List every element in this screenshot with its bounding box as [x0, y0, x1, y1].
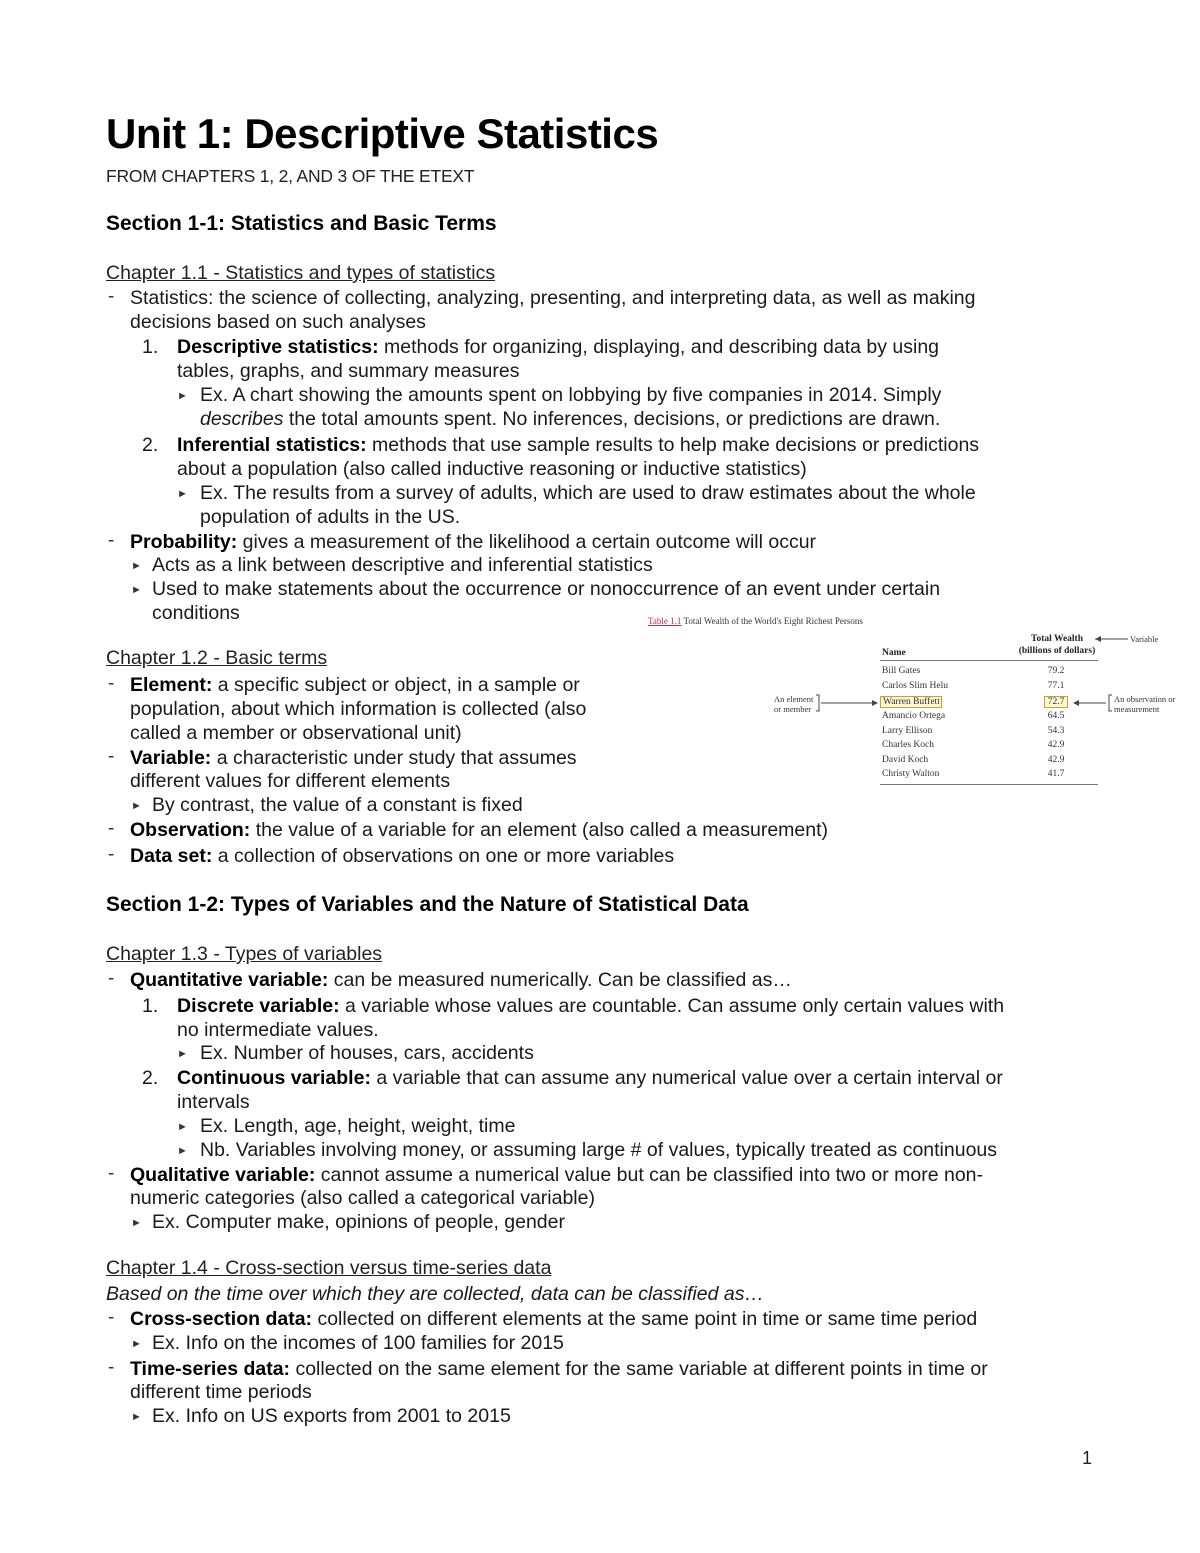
arrow-marker: ► — [177, 1145, 188, 1157]
descriptive-statistics-definition-cont: tables, graphs, and summary measures — [177, 360, 520, 382]
probability-bullet-1: Acts as a link between descriptive and inferential statistics — [152, 554, 653, 576]
descriptive-example-cont: describes the total amounts spent. No inferences, decisions, or predictions are drawn. — [200, 408, 941, 430]
chapter-1-4-intro: Based on the time over which they are collected, data can be classified as… — [106, 1283, 764, 1305]
dash-marker: - — [108, 1163, 115, 1184]
chapter-1-2-title: Chapter 1.2 - Basic terms — [106, 647, 328, 669]
table-row-value-highlight: 72.7 — [1044, 696, 1068, 708]
arrow-marker: ► — [131, 800, 142, 812]
observation-note-cont: measurement — [1114, 704, 1160, 714]
table-row-value: 41.7 — [1047, 769, 1065, 779]
chapter-1-4-title: Chapter 1.4 - Cross-section versus time-series data — [106, 1257, 552, 1279]
probability-bullet-2-cont: conditions — [152, 602, 240, 624]
arrow-marker: ► — [131, 584, 142, 596]
dash-marker: - — [108, 968, 115, 989]
element-note: An element — [774, 694, 814, 704]
arrow-marker: ► — [131, 1411, 142, 1423]
variable-bullet: By contrast, the value of a constant is fixed — [152, 794, 523, 816]
element-definition-cont: called a member or observational unit) — [130, 722, 462, 744]
list-number: 2. — [142, 1067, 159, 1089]
inferential-example: Ex. The results from a survey of adults, which are used to draw estimates about the whole — [200, 482, 976, 504]
dash-marker: - — [108, 1307, 115, 1328]
time-series-example: Ex. Info on US exports from 2001 to 2015 — [152, 1405, 511, 1427]
cross-section-example: Ex. Info on the incomes of 100 families for 2015 — [152, 1332, 564, 1354]
element-definition: Element: a specific subject or object, in a sample or — [130, 674, 580, 696]
variable-note: Variable — [1130, 634, 1159, 644]
observation-note: An observation or — [1114, 694, 1176, 704]
element-note-cont: or member — [774, 704, 812, 714]
table-row-value: 64.5 — [1047, 711, 1065, 721]
list-number: 1. — [142, 995, 159, 1017]
table-row-value: 42.9 — [1047, 740, 1065, 750]
table-row-value: 54.3 — [1047, 726, 1065, 736]
qualitative-variable-definition: Qualitative variable: cannot assume a numerical value but can be classified into two or more non- — [130, 1164, 984, 1186]
discrete-example: Ex. Number of houses, cars, accidents — [200, 1042, 534, 1064]
inferential-statistics-definition-cont: about a population (also called inductive reasoning or inductive statistics) — [177, 458, 807, 480]
list-number: 1. — [142, 336, 159, 358]
table-row-name: Charles Koch — [882, 740, 934, 750]
inferential-example-cont: population of adults in the US. — [200, 506, 461, 528]
arrow-marker: ► — [177, 1121, 188, 1133]
discrete-variable-definition-cont: no intermediate values. — [177, 1019, 379, 1041]
inferential-statistics-definition: Inferential statistics: methods that use sample results to help make decisions or predictions — [177, 434, 980, 456]
figure-caption: Table 1.1 Total Wealth of the World's Eight Richest Persons — [648, 616, 863, 626]
continuous-example-1: Ex. Length, age, height, weight, time — [200, 1115, 516, 1137]
arrow-marker: ► — [131, 560, 142, 572]
table-row-value: 42.9 — [1047, 755, 1065, 765]
page-number: 1 — [1082, 1448, 1093, 1468]
table-row-name: Christy Walton — [882, 769, 940, 779]
column-header-name: Name — [882, 648, 906, 658]
data-set-definition: Data set: a collection of observations on one or more variables — [130, 845, 675, 867]
descriptive-statistics-definition: Descriptive statistics: methods for organizing, displaying, and describing data by using — [177, 336, 940, 358]
table-row-value: 79.2 — [1047, 666, 1065, 676]
continuous-variable-definition: Continuous variable: a variable that can assume any numerical value over a certain interval or — [177, 1067, 1003, 1089]
dash-marker: - — [108, 530, 115, 551]
table-row-name: Bill Gates — [882, 666, 921, 676]
section-heading-1-2: Section 1-2: Types of Variables and the Nature of Statistical Data — [106, 893, 749, 916]
qualitative-example: Ex. Computer make, opinions of people, gender — [152, 1211, 565, 1233]
dash-marker: - — [108, 1357, 115, 1378]
table-row-name: David Koch — [882, 755, 929, 765]
continuous-variable-definition-cont: intervals — [177, 1091, 250, 1113]
qualitative-variable-definition-cont: numeric categories (also called a categorical variable) — [130, 1187, 595, 1209]
statistics-definition-cont: decisions based on such analyses — [130, 311, 426, 333]
table-rule — [880, 660, 1098, 661]
table-row-name: Carlos Slim Helu — [882, 681, 948, 691]
dash-marker: - — [108, 818, 115, 839]
dash-marker: - — [108, 286, 115, 307]
probability-definition: Probability: gives a measurement of the likelihood a certain outcome will occur — [130, 531, 817, 553]
chapter-1-1-title: Chapter 1.1 - Statistics and types of statistics — [106, 262, 496, 284]
quantitative-variable-definition: Quantitative variable: can be measured numerically. Can be classified as… — [130, 969, 792, 991]
time-series-data-definition: Time-series data: collected on the same element for the same variable at different points in time or — [130, 1358, 988, 1380]
discrete-variable-definition: Discrete variable: a variable whose values are countable. Can assume only certain values with — [177, 995, 1005, 1017]
element-definition-cont: population, about which information is collected (also — [130, 698, 587, 720]
statistics-definition: Statistics: the science of collecting, analyzing, presenting, and interpreting data, as well as making — [130, 287, 976, 309]
column-header-wealth: Total Wealth — [1031, 634, 1083, 644]
table-row-value: 77.1 — [1047, 681, 1065, 691]
arrow-marker: ► — [177, 488, 188, 500]
list-number: 2. — [142, 434, 159, 456]
wealth-table-figure — [640, 612, 1180, 792]
table-row-name: Amancio Ortega — [882, 711, 946, 721]
table-rule — [880, 784, 1098, 785]
variable-definition: Variable: a characteristic under study that assumes — [130, 747, 577, 769]
section-heading-1-1: Section 1-1: Statistics and Basic Terms — [106, 212, 497, 235]
dash-marker: - — [108, 844, 115, 865]
page-subtitle: FROM CHAPTERS 1, 2, AND 3 OF THE ETEXT — [106, 166, 475, 186]
table-row-name: Larry Ellison — [882, 726, 933, 736]
variable-definition-cont: different values for different elements — [130, 770, 451, 792]
probability-bullet-2: Used to make statements about the occurrence or nonoccurrence of an event under certain — [152, 578, 941, 600]
dash-marker: - — [108, 673, 115, 694]
table-row-name-highlight: Warren Buffett — [880, 696, 942, 708]
continuous-example-2: Nb. Variables involving money, or assuming large # of values, typically treated as continuous — [200, 1139, 998, 1161]
cross-section-data-definition: Cross-section data: collected on different elements at the same point in time or same time period — [130, 1308, 978, 1330]
arrow-marker: ► — [131, 1217, 142, 1229]
chapter-1-3-title: Chapter 1.3 - Types of variables — [106, 943, 383, 965]
arrow-marker: ► — [177, 1048, 188, 1060]
descriptive-example: Ex. A chart showing the amounts spent on lobbying by five companies in 2014. Simply — [200, 384, 942, 406]
arrow-marker: ► — [177, 390, 188, 402]
time-series-data-definition-cont: different time periods — [130, 1381, 312, 1403]
arrow-marker: ► — [131, 1338, 142, 1350]
dash-marker: - — [108, 746, 115, 767]
observation-definition: Observation: the value of a variable for an element (also called a measurement) — [130, 819, 829, 841]
column-header-wealth-units: (billions of dollars) — [1018, 646, 1096, 656]
page-title: Unit 1: Descriptive Statistics — [106, 110, 659, 157]
